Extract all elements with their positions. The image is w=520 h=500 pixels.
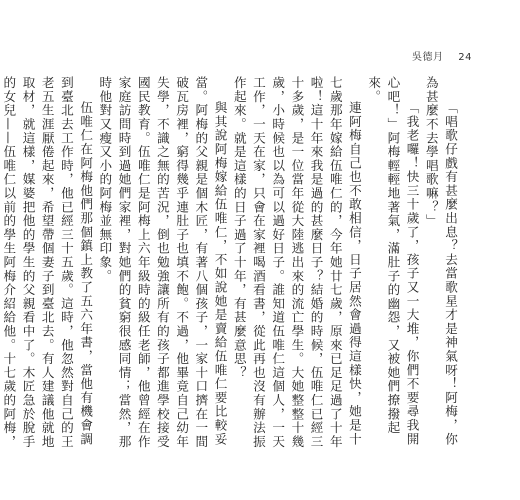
paragraph: 與其說阿梅嫁給伍唯仁，不如說她是賣給伍唯仁要比較妥當。阿梅的父親是個木匠，有著八個孩子，一家十口擠在一間破瓦房裡，窮得幾乎連肚子也填不飽。不過，他畢竟自己幼年失學，不識之無的苦況，倒也勉強讓所有的孩子都進學校接受國民教育。伍唯仁是阿梅上六年級時的級任老師，他曾經在作家庭訪問時到過她們家裡，對她們的貧窮很感同情；當然，那時他對又瘦又小的阿梅並無印象。 <box>97 76 228 449</box>
paragraph: 「我老囉！快三十歲了，孩子又一大堆，你們不要尋我開心吧！」阿梅輕輕地著氣，滿肚子的幽怨，又被她們撩撥起來。 <box>366 76 420 447</box>
paragraph: 「唱歌仔戲有甚麼出息？去當歌星才是神氣呀！阿梅，你為甚麼不去學唱歌嘛？」 <box>423 76 458 447</box>
body-text <box>0 76 460 450</box>
page-number: 24 <box>458 52 472 63</box>
running-header <box>412 48 472 63</box>
paragraph: 連阿梅自己也不敢相信，日子居然會過得這樣快，她是十七歲那年嫁給伍唯仁的，今年她廿七歲，原來已足足過了十年啦！這十年來我是過的甚麼日子？結婚的時候，伍唯仁已經三十多歲，是一位當年從大陸逃出來的流亡學生。大她整整十幾歲，小時候也以為可以過好日子。誰知道伍唯仁這個人，一天工作，一天在家，只會在家裡喝酒看書，從此再也沒有辦法振作起來。就是這樣的日子過了十年，有甚麼意思？ <box>231 76 362 449</box>
paragraph: 伍唯仁在阿梅他們那個鎮上教了五六年書，當他有機會調到臺北去工作時，他已經三十五歲。這時，他忽然對自己的王老五生涯厭倦起來，希望帶個妻子到臺北去。有人建議他就地取材，就這樣，媒婆把他的學生的父親看中了。木匠急於脫手的女兒——伍唯仁以前的學生阿梅介紹給他。十七歲的阿梅， <box>1 76 94 449</box>
header-title: 吳德月 <box>412 52 444 63</box>
